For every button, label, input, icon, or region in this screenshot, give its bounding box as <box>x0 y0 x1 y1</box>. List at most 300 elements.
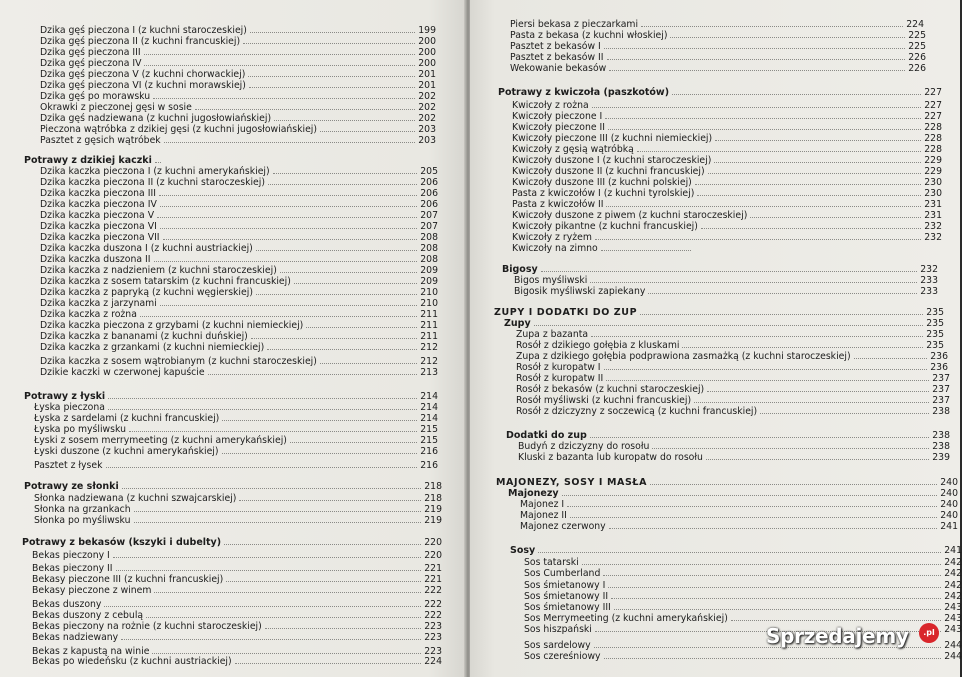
toc-page-number: 238 <box>932 406 950 417</box>
toc-entry-title: Dzika kaczka z sosem tatarskim (z kuchni francuskiej) <box>40 276 291 287</box>
dot-leader <box>595 232 921 240</box>
dot-leader <box>672 87 921 95</box>
toc-page-number: 228 <box>924 144 942 155</box>
toc-page-number: 211 <box>420 320 438 331</box>
toc-entry-title: Bekas pieczony II <box>32 563 113 574</box>
toc-entry-title: Dodatki do zup <box>506 430 587 441</box>
toc-entry <box>516 384 950 395</box>
toc-page-number: 208 <box>420 232 438 243</box>
toc-entry <box>512 188 942 199</box>
toc-heading <box>502 264 938 275</box>
toc-entry <box>40 177 438 188</box>
toc-entry <box>40 298 438 309</box>
right-page <box>470 0 960 677</box>
toc-entry <box>40 309 438 320</box>
dot-leader <box>603 568 941 576</box>
toc-page-number: 235 <box>926 307 944 318</box>
dot-leader <box>695 177 921 185</box>
dot-leader <box>153 91 415 99</box>
dot-leader <box>715 133 921 141</box>
dot-leader <box>604 41 905 49</box>
dot-leader <box>224 537 421 545</box>
toc-entry-title: Dzika kaczka z grzankami (z kuchni niemieckiej) <box>40 342 265 353</box>
toc-entry <box>40 188 438 199</box>
toc-page-number: 207 <box>420 210 438 221</box>
toc-entry <box>40 356 438 367</box>
dot-leader <box>154 254 417 262</box>
toc-page-number: 229 <box>924 155 942 166</box>
toc-page-number: 200 <box>418 36 436 47</box>
toc-page-number: 240 <box>940 477 958 488</box>
toc-page-number: 238 <box>932 441 950 452</box>
toc-page-number: 219 <box>424 504 442 515</box>
dot-leader <box>562 488 937 496</box>
toc-page-number: 243 <box>944 624 962 635</box>
dot-leader <box>648 286 917 294</box>
toc-entry <box>40 199 438 210</box>
toc-entry <box>512 144 942 155</box>
toc-page-number: 237 <box>932 395 950 406</box>
toc-page-number: 236 <box>930 351 948 362</box>
toc-entry <box>512 221 942 232</box>
toc-page-number: 214 <box>420 402 438 413</box>
toc-page-number: 206 <box>420 188 438 199</box>
toc-entry-title: Kwiczoły z gęsią wątróbką <box>512 144 634 155</box>
toc-entry-title: Majonez I <box>520 499 565 510</box>
toc-page-number: 219 <box>424 515 442 526</box>
toc-entry <box>510 41 926 52</box>
toc-entry <box>40 331 438 342</box>
toc-entry <box>514 286 938 297</box>
toc-entry-title: Dzika gęś pieczona II (z kuchni francuskiej) <box>40 36 241 47</box>
toc-page-number: 224 <box>906 19 924 30</box>
toc-entry-title: Pieczona wątróbka z dzikiej gęsi (z kuchni jugosłowiańskiej) <box>40 124 318 135</box>
toc-page-number: 237 <box>932 373 950 384</box>
toc-page-number: 237 <box>932 384 950 395</box>
dot-leader <box>249 80 415 88</box>
dot-leader <box>614 602 941 610</box>
toc-entry-title: Dzika kaczka z sosem wątrobianym (z kuchni staroczeskiej) <box>40 356 317 367</box>
toc-entry <box>40 320 438 331</box>
toc-entry <box>524 568 962 579</box>
toc-entry <box>32 632 442 643</box>
dot-leader <box>290 435 417 443</box>
toc-entry-title: Dzika kaczka z jarzynami <box>40 298 157 309</box>
toc-entry <box>524 580 962 591</box>
toc-entry <box>512 122 942 133</box>
toc-page-number: 200 <box>418 47 436 58</box>
toc-page-number: 218 <box>424 493 442 504</box>
toc-entry-title: Dzika kaczka pieczona VI <box>40 221 157 232</box>
dot-leader <box>104 599 421 607</box>
toc-entry-title: Bekas duszony z cebulą <box>32 610 144 621</box>
toc-page-number: 228 <box>924 122 942 133</box>
toc-entry <box>40 342 438 353</box>
dot-leader <box>608 580 941 588</box>
dot-leader <box>208 367 417 375</box>
toc-entry <box>516 362 948 373</box>
toc-page-number: 232 <box>920 264 938 275</box>
dot-leader <box>222 413 417 421</box>
toc-heading <box>24 481 442 492</box>
dot-leader <box>155 155 161 163</box>
toc-entry <box>40 124 436 135</box>
dot-leader <box>106 460 417 468</box>
toc-entry-title: Rosół z kuropatw II <box>516 373 604 384</box>
dot-leader <box>140 309 417 317</box>
toc-entry-title: Kwiczoły pieczone I <box>512 111 603 122</box>
toc-page-number: 222 <box>424 610 442 621</box>
toc-entry-title: Bekasy pieczone III (z kuchni francuskiej) <box>32 574 224 585</box>
dot-leader <box>567 499 937 507</box>
toc-entry <box>512 166 942 177</box>
dot-leader <box>534 318 923 326</box>
dot-leader <box>129 424 417 432</box>
toc-entry-title: Bigosik myśliwski zapiekany <box>514 286 646 297</box>
toc-entry-title: Dzika kaczka pieczona z grzybami (z kuchni niemieckiej) <box>40 320 304 331</box>
toc-entry <box>512 232 942 243</box>
toc-entry-title: Dzika kaczka z bananami (z kuchni duńskiej) <box>40 331 248 342</box>
toc-entry <box>34 413 438 424</box>
toc-entry-title: Bekas po wiedeńsku (z kuchni austriackiej) <box>32 656 232 667</box>
toc-entry <box>514 275 938 286</box>
toc-heading <box>498 87 942 98</box>
toc-page-number: 213 <box>420 367 438 378</box>
toc-entry-title: Kwiczoły z ryżem <box>512 232 592 243</box>
toc-entry-title: Sos sardelowy <box>524 640 591 651</box>
toc-entry <box>518 452 950 463</box>
toc-entry <box>40 36 436 47</box>
toc-page-number: 211 <box>420 331 438 342</box>
toc-page-number: 215 <box>420 424 438 435</box>
toc-page-number: 242 <box>944 557 962 568</box>
toc-entry <box>510 19 924 30</box>
toc-entry-title: Potrawy ze słonki <box>24 481 119 492</box>
dot-leader <box>226 574 421 582</box>
toc-page-number: 233 <box>920 286 938 297</box>
toc-entry <box>34 435 438 446</box>
toc-page-number: 206 <box>420 199 438 210</box>
toc-page-number: 214 <box>420 413 438 424</box>
toc-entry <box>40 80 436 91</box>
toc-entry <box>524 591 962 602</box>
toc-heading <box>24 155 174 166</box>
toc-entry <box>32 550 442 561</box>
dot-leader <box>122 481 421 489</box>
dot-leader <box>235 656 421 664</box>
toc-page-number: 212 <box>420 342 438 353</box>
dot-leader <box>250 25 415 33</box>
dot-leader <box>592 100 921 108</box>
toc-entry <box>40 113 436 124</box>
toc-page-number: 222 <box>424 585 442 596</box>
toc-entry-title: Majonezy <box>508 488 559 499</box>
dot-leader <box>640 307 923 315</box>
toc-entry <box>512 177 942 188</box>
toc-entry-title: Łyski duszone (z kuchni amerykańskiej) <box>34 446 219 457</box>
toc-entry-title: Rosół z kuropatw I <box>516 362 601 373</box>
dot-leader <box>590 275 917 283</box>
dot-leader <box>239 493 421 501</box>
toc-page-number: 202 <box>418 91 436 102</box>
toc-entry-title: Potrawy z bekasów (kszyki i dubelty) <box>22 537 222 548</box>
toc-entry-title: Potrawy z dzikiej kaczki <box>24 155 152 166</box>
toc-page-number: 241 <box>940 521 958 532</box>
toc-entry <box>40 25 436 36</box>
toc-page-number: 210 <box>420 298 438 309</box>
dot-leader <box>637 144 921 152</box>
toc-entry-title: Bigosy <box>502 264 538 275</box>
toc-entry-title: Dzika kaczka pieczona III <box>40 188 156 199</box>
toc-page-number: 235 <box>926 318 944 329</box>
toc-entry-title: Sos śmietanowy I <box>524 580 606 591</box>
dot-leader <box>750 210 921 218</box>
toc-page-number: 225 <box>908 30 926 41</box>
toc-entry-title: Zupa z bazanta <box>516 329 589 340</box>
toc-heading <box>496 477 958 488</box>
toc-entry-title: Bigos myśliwski <box>514 275 588 286</box>
toc-page-number: 208 <box>420 254 438 265</box>
toc-entry <box>40 254 438 265</box>
toc-entry-title: Potrawy z kwiczoła (paszkotów) <box>498 87 670 98</box>
dot-leader <box>268 177 417 185</box>
dot-leader <box>108 402 417 410</box>
toc-page-number: 236 <box>930 362 948 373</box>
toc-entry <box>40 102 436 113</box>
toc-page-number: 244 <box>944 640 962 651</box>
toc-entry-title: Kwiczoły duszone II (z kuchni francuskiej) <box>512 166 705 177</box>
dot-leader <box>591 329 923 337</box>
toc-page-number: 240 <box>940 499 958 510</box>
toc-entry-title: Dzika gęś pieczona VI (z kuchni morawskiej) <box>40 80 246 91</box>
toc-page-number: 221 <box>424 574 442 585</box>
toc-entry-title: Dzika kaczka z rożna <box>40 309 137 320</box>
toc-page-number: 226 <box>908 52 926 63</box>
toc-entry-title: Kwiczoły duszone III (z kuchni polskiej) <box>512 177 692 188</box>
dot-leader <box>606 373 929 381</box>
toc-entry-title: Rosół myśliwski (z kuchni francuskiej) <box>516 395 692 406</box>
toc-entry-title: Kwiczoły pieczone III (z kuchni niemieckiej) <box>512 133 713 144</box>
toc-page-number: 227 <box>924 87 942 98</box>
dot-leader <box>134 515 421 523</box>
toc-entry <box>34 504 442 515</box>
toc-entry <box>524 613 962 624</box>
toc-entry-title: Bekasy pieczone z winem <box>32 585 152 596</box>
toc-page-number: 232 <box>924 221 942 232</box>
toc-heading <box>24 391 438 402</box>
toc-entry <box>518 441 950 452</box>
toc-entry-title: Sos śmietanowy II <box>524 591 609 602</box>
dot-leader <box>256 287 417 295</box>
toc-entry-title: Dzika kaczka pieczona V <box>40 210 155 221</box>
toc-page-number: 201 <box>418 69 436 80</box>
toc-entry-title: Sosy <box>510 545 536 556</box>
toc-entry <box>40 135 436 146</box>
dot-leader <box>611 591 941 599</box>
toc-page-number: 211 <box>420 309 438 320</box>
dot-leader <box>582 557 941 565</box>
toc-entry <box>40 287 438 298</box>
toc-page-number: 242 <box>944 568 962 579</box>
dot-leader <box>280 265 417 273</box>
toc-entry <box>516 373 950 384</box>
toc-entry-title: Sos śmietanowy III <box>524 602 611 613</box>
toc-heading <box>510 545 962 556</box>
toc-page-number: 235 <box>926 329 944 340</box>
toc-entry <box>34 402 438 413</box>
dot-leader <box>274 113 415 121</box>
toc-entry <box>40 58 436 69</box>
toc-entry-title: Rosół z dzikiego gołębia z kluskami <box>516 340 680 351</box>
toc-page-number: 238 <box>932 430 950 441</box>
watermark-badge: .pl <box>919 623 939 643</box>
toc-entry <box>524 602 962 613</box>
toc-page-number: 220 <box>424 550 442 561</box>
toc-page-number: 240 <box>940 488 958 499</box>
toc-entry-title: Słonka nadziewana (z kuchni szwajcarskiej) <box>34 493 237 504</box>
toc-entry <box>40 69 436 80</box>
dot-leader <box>541 264 917 272</box>
toc-entry-title: Rosół z bekasów (z kuchni staroczeskiej) <box>516 384 705 395</box>
toc-entry-title: Dzika kaczka pieczona IV <box>40 199 157 210</box>
toc-heading <box>506 430 950 441</box>
dot-leader <box>707 384 929 392</box>
toc-entry-title: Pasztet z łysek <box>34 460 103 471</box>
dot-leader <box>694 395 929 403</box>
dot-leader <box>604 651 941 659</box>
toc-entry <box>32 656 442 667</box>
toc-page-number: 202 <box>418 113 436 124</box>
toc-page-number: 214 <box>420 391 438 402</box>
toc-entry <box>40 276 438 287</box>
dot-leader <box>152 646 421 654</box>
left-page <box>0 0 466 677</box>
dot-leader <box>570 510 937 518</box>
toc-page-number: 210 <box>420 287 438 298</box>
toc-page-number: 226 <box>908 63 926 74</box>
toc-page-number: 223 <box>424 621 442 632</box>
dot-leader <box>144 47 415 55</box>
toc-page-number: 230 <box>924 188 942 199</box>
dot-leader <box>650 477 937 485</box>
toc-page-number: 242 <box>944 591 962 602</box>
toc-page-number: 206 <box>420 177 438 188</box>
toc-entry-title: Dzika gęś po morawsku <box>40 91 151 102</box>
toc-entry-title: Dzika kaczka duszona I (z kuchni austriackiej) <box>40 243 253 254</box>
toc-page-number: 231 <box>924 199 942 210</box>
watermark-logo: Sprzedajemy <box>766 624 909 648</box>
toc-entry <box>516 329 944 340</box>
dot-leader <box>248 69 415 77</box>
toc-entry-title: Dzika kaczka pieczona II (z kuchni staroczeskiej) <box>40 177 265 188</box>
toc-entry <box>512 133 942 144</box>
toc-page-number: 207 <box>420 221 438 232</box>
toc-page-number: 221 <box>424 563 442 574</box>
toc-entry <box>32 585 442 596</box>
toc-page-number: 230 <box>924 177 942 188</box>
dot-leader <box>108 391 417 399</box>
toc-entry-title: Pasztet z bekasów II <box>510 52 604 63</box>
toc-entry <box>40 221 438 232</box>
toc-page-number: 208 <box>420 243 438 254</box>
toc-entry-title: Dzikie kaczki w czerwonej kapuście <box>40 367 205 378</box>
toc-entry <box>512 155 942 166</box>
toc-entry-title: Sos tatarski <box>524 557 579 568</box>
toc-entry-title: Kluski z bazanta lub kuropatw do rosołu <box>518 452 703 463</box>
toc-entry-title: Sos czereśniowy <box>524 651 601 662</box>
toc-page-number: 223 <box>424 646 442 657</box>
toc-entry <box>40 243 438 254</box>
toc-entry-title: Bekas duszony <box>32 599 102 610</box>
toc-page-number: 233 <box>920 275 938 286</box>
toc-entry-title: Pasta z kwiczołów I (z kuchni tyrolskiej) <box>512 188 695 199</box>
toc-entry-title: Budyń z dziczyzny do rosołu <box>518 441 650 452</box>
toc-page-number: 203 <box>418 124 436 135</box>
toc-entry-title: Sos Cumberland <box>524 568 601 579</box>
toc-page-number: 202 <box>418 102 436 113</box>
toc-page-number: 220 <box>424 537 442 548</box>
dot-leader <box>706 452 929 460</box>
toc-entry <box>32 563 442 574</box>
toc-entry <box>34 460 438 471</box>
toc-entry <box>516 351 948 362</box>
toc-page-number: 209 <box>420 276 438 287</box>
dot-leader <box>320 124 415 132</box>
dot-leader <box>160 221 417 229</box>
toc-page-number: 222 <box>424 599 442 610</box>
dot-leader <box>251 331 417 339</box>
toc-entry-title: Bekas pieczony I <box>32 550 110 561</box>
toc-entry-title: Pasztet z gęsich wątróbek <box>40 135 161 146</box>
toc-entry <box>516 406 950 417</box>
toc-page-number: 212 <box>420 356 438 367</box>
toc-entry-title: Dzika gęś pieczona V (z kuchni chorwackiej) <box>40 69 246 80</box>
toc-entry <box>32 599 442 610</box>
toc-page-number: 242 <box>944 580 962 591</box>
dot-leader <box>714 155 921 163</box>
toc-page-number: 215 <box>420 435 438 446</box>
dot-leader <box>731 613 941 621</box>
dot-leader <box>163 232 417 240</box>
dot-leader <box>146 610 421 618</box>
toc-entry-title: Bekas pieczony na rożnie (z kuchni staroczeskiej) <box>32 621 262 632</box>
toc-entry-title: Rosół z dziczyzny z soczewicą (z kuchni francuskiej) <box>516 406 758 417</box>
toc-entry-title: Kwiczoły z rożna <box>512 100 589 111</box>
toc-entry-title: Dzika gęś pieczona IV <box>40 58 142 69</box>
toc-entry-title: Potrawy z łyski <box>24 391 106 402</box>
dot-leader <box>609 63 905 71</box>
toc-entry-title: Łyska z sardelami (z kuchni francuskiej) <box>34 413 220 424</box>
dot-leader <box>294 276 417 284</box>
dot-leader <box>306 320 417 328</box>
toc-entry <box>520 521 958 532</box>
toc-entry-title: Dzika kaczka z nadzieniem (z kuchni staroczeskiej) <box>40 265 277 276</box>
toc-entry-title: Bekas nadziewany <box>32 632 119 643</box>
toc-entry-title: Łyski z sosem merrymeeting (z kuchni amerykańskiej) <box>34 435 287 446</box>
toc-page-number: 199 <box>418 25 436 36</box>
dot-leader <box>682 340 923 348</box>
toc-entry-title: Dzika kaczka z papryką (z kuchni węgierskiej) <box>40 287 253 298</box>
toc-entry-title: Wekowanie bekasów <box>510 63 607 74</box>
toc-heading <box>22 537 442 548</box>
toc-page-number: 231 <box>924 210 942 221</box>
toc-entry-title: Okrawki z pieczonej gęsi w sosie <box>40 102 192 113</box>
dot-leader <box>265 621 421 629</box>
toc-entry-title: Kwiczoły pikantne (z kuchni francuskiej) <box>512 221 698 232</box>
toc-entry-title: Zupy <box>504 318 531 329</box>
dot-leader <box>854 351 927 359</box>
dot-leader <box>538 545 941 553</box>
